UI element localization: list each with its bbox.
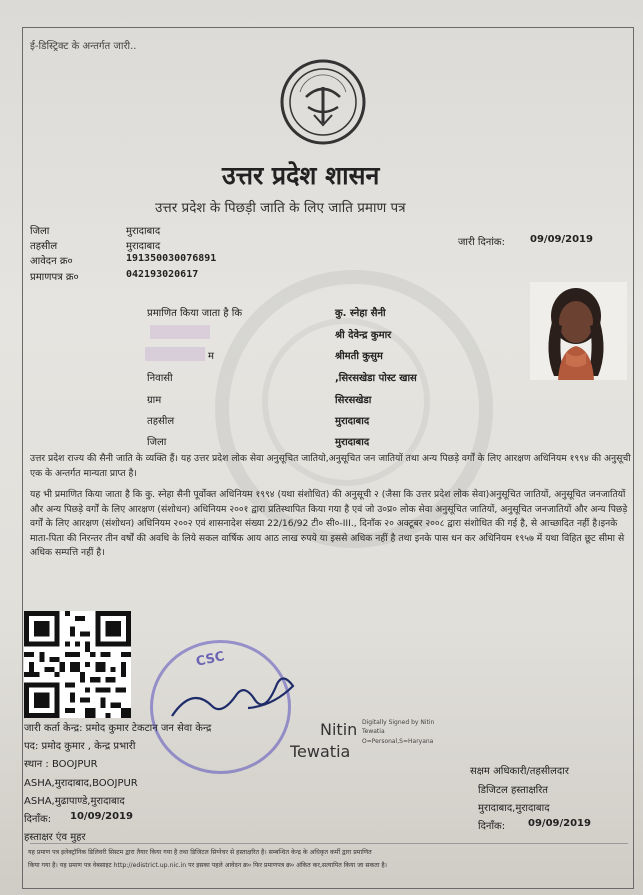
issuer-date-label: दिनाँक: <box>24 814 52 825</box>
mother-name: श्रीमती कुसुम <box>335 351 383 362</box>
district-detail-value: मुरादाबाद <box>335 437 370 448</box>
certificate-label: प्रमाणपत्र क्र० <box>30 272 79 283</box>
applicant-photo <box>530 282 627 380</box>
authority-title: सक्षम अधिकारी/तहसीलदार <box>470 766 569 777</box>
redacted-field-label <box>145 347 205 361</box>
application-number: 191350030076891 <box>126 253 217 264</box>
qr-code-icon <box>24 611 131 718</box>
residence-value: ,सिरसखेडा पोस्ट खास <box>335 373 417 384</box>
certify-intro: प्रमाणित किया जाता है कि <box>147 308 243 319</box>
tehsil-value: मुरादाबाद <box>126 241 161 252</box>
application-label: आवेदन क्र० <box>30 256 73 267</box>
issuer-place: स्थान : BOOJPUR <box>24 759 98 770</box>
sign-and-seal-label: हस्ताक्षर एंव मुहर <box>24 832 86 843</box>
digital-signer-first-name: Nitin <box>320 720 358 739</box>
district-detail-label: जिला <box>147 437 167 448</box>
mother-label-fragment: म <box>208 351 214 362</box>
village-value: सिरसखेडा <box>335 395 372 406</box>
father-name: श्री देवेन्द्र कुमार <box>335 330 392 341</box>
issuer-post: पद: प्रमोद कुमार , केन्द्र प्रभारी <box>24 741 136 752</box>
certificate-subtitle: उत्तर प्रदेश के पिछड़ी जाति के लिए जाति प्रमाण पत्र <box>155 200 406 216</box>
tehsil-label: तहसील <box>30 241 58 252</box>
redacted-field-label <box>150 325 210 339</box>
issue-date-label: जारी दिनांक: <box>458 237 505 248</box>
tehsil-detail-value: मुरादाबाद <box>335 416 370 427</box>
issue-date-value: 09/09/2019 <box>530 234 593 245</box>
authority-location: मुरादाबाद,मुरादाबाद <box>478 803 550 814</box>
authority-date-value: 09/09/2019 <box>528 818 591 829</box>
authority-digital-signed: डिजिटल हस्ताक्षरित <box>478 785 548 796</box>
digital-signer-last-name: Tewatia <box>290 742 351 761</box>
issuer-address-1: ASHA,मुरादाबाद,BOOJPUR <box>24 778 138 789</box>
digital-sign-note-1: Digitally Signed by Nitin <box>362 719 435 726</box>
applicant-portrait-icon <box>530 282 627 380</box>
authority-date-label: दिनाँक: <box>478 821 506 832</box>
csc-seal-text: CSC <box>194 649 226 670</box>
issuer-address-2: ASHA,मुढापाण्डे,मुरादाबाद <box>24 796 125 807</box>
tehsil-detail-label: तहसील <box>147 416 175 427</box>
verification-qr-code <box>24 611 131 718</box>
footer-divider <box>30 843 628 844</box>
up-emblem-icon <box>276 57 370 147</box>
page-title: उत्तर प्रदेश शासन <box>222 161 380 190</box>
residence-label: निवासी <box>147 373 173 384</box>
digital-sign-note-3: O=Personal,S=Haryana <box>362 738 434 745</box>
top-note: ई-डिस्ट्रिक्ट के अन्तर्गत जारी.. <box>30 41 137 52</box>
applicant-name: कु. स्नेहा सैनी <box>335 308 386 319</box>
district-value: मुरादाबाद <box>126 226 161 237</box>
digital-sign-note-2: Tewatia <box>362 728 385 735</box>
footer-note-line-1: यह प्रमाण पत्र इलेक्ट्रॉनिक डिलिवरी सिस्टम द्वारा तैयार किया गया है तथा डिजिटल सिग्नेचर से हस्ताक्षरित है। सम्बन्धित केन्द्र के अधिकृत कर्मी द्वारा प्रमाणित <box>28 849 372 856</box>
handwritten-signature-icon <box>168 676 308 726</box>
caste-statement: उत्तर प्रदेश राज्य की सैनी जाति के व्यक्ति हैं। यह उत्तर प्रदेश लोक सेवा अनुसूचित जातियो,अनुसूचित जन जातियों तथा अन्य पिछड़े वर्गों के लिए आरक्षण अधिनियम १९९४ की अनुसूची एक के अन्तर्गत मान्यता प्राप्त है। <box>30 453 631 479</box>
certificate-number: 042193020617 <box>126 269 199 280</box>
creamy-layer-statement: यह भी प्रमाणित किया जाता है कि कु. स्नेहा सैनी पूर्वोक्त अधिनियम १९९४ (यथा संशोधित) की अनुसूची २ (जैसा कि उत्तर प्रदेश लोक सेवा)अनुसूचित जातियों, अनुसूचित जनजातियों और अन्य पिछड़े वर्गों के लिए आरक्षण (संशोधन) अधिनियम २००१ द्वारा प्रतिस्थापित किया गया है एवं जो उ०प्र० लोक सेवा अनुसूचित जातियों, अनुसूचित जनजातियों और अन्य पिछड़े वर्गों के लिए आरक्षण (संशोधन) अधिनियम २००२ एवं शासनादेश संख्या 22/16/92 टी० सी०-III., दिनाँक २० अक्टूबर २००८ द्वारा संशोधित की गई है, से आच्छादित नहीं है।इनके माता-पिता की निरन्तर तीन वर्षों की अवधि के लिये सकल वार्षिक आय आठ लाख रुपये या इससे अधिक नहीं है तथा इनके पास धन कर अधिनियम १९५७ में यथा विहित छूट सीमा से अधिक सम्पत्ति नहीं है। <box>30 489 628 558</box>
issuing-center: जारी कर्ता केन्द्र: प्रमोद कुमार टेकटान जन सेवा केन्द्र <box>24 723 212 734</box>
district-label: जिला <box>30 226 50 237</box>
village-label: ग्राम <box>147 395 162 406</box>
issuer-date-value: 10/09/2019 <box>70 811 133 822</box>
footer-note-line-2: किया गया है। यह प्रमाण पत्र वेबसाइट http://edistrict.up.nic.in पर इसका पहले आवेदन क्र० फिर प्रमाणपत्र क्र० अंकित कर,सत्यापित किया जा सकता है। <box>28 862 388 869</box>
